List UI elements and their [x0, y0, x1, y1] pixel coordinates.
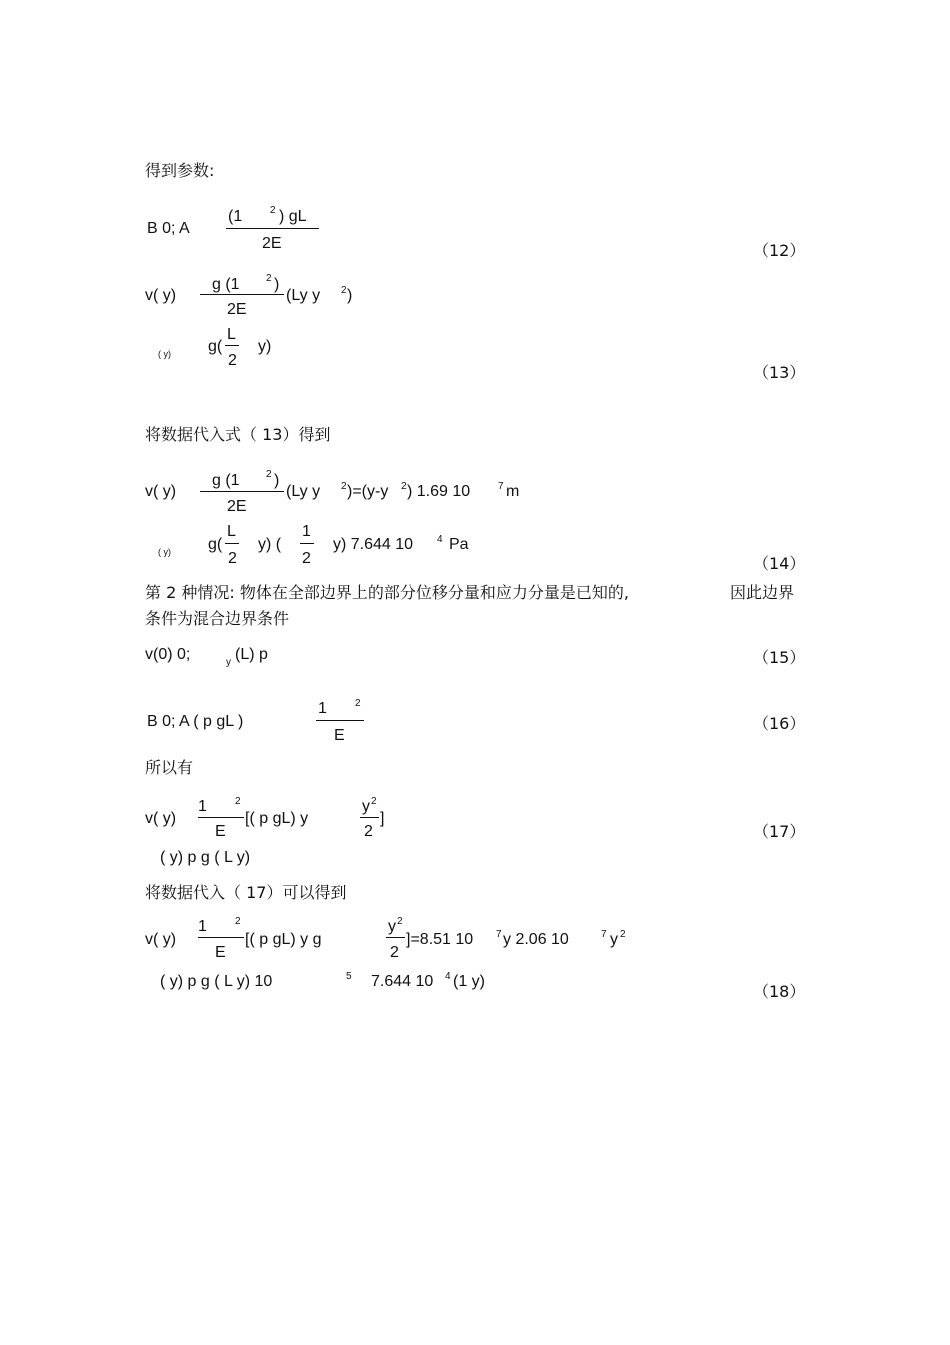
- eq14b-den1: 2: [228, 550, 237, 567]
- eq13a-rhs-sup: 2: [341, 285, 347, 296]
- eq18a-sup2: 7: [601, 929, 607, 940]
- eq12-num-sup: 2: [270, 205, 276, 216]
- eq17a-fraction-bar: [198, 817, 244, 818]
- eq-number-13: （13）: [753, 363, 806, 382]
- text-case2-line1: 第 2 种情况: 物体在全部边界上的部分位移分量和应力分量是已知的,: [145, 583, 629, 602]
- eq18a-den2: 2: [390, 944, 399, 961]
- eq18a-num-sup: 2: [235, 916, 241, 927]
- eq18a-den: E: [215, 944, 226, 961]
- eq14b-num1: L: [227, 523, 236, 540]
- eq13b-subscript: ( y): [158, 349, 171, 359]
- eq18a-num2: y: [388, 918, 396, 935]
- eq14b-subscript: ( y): [158, 547, 171, 557]
- eq14a-num-b: ): [274, 472, 280, 489]
- eq14b-fraction-bar-2: [300, 543, 314, 544]
- eq14a-num-sup: 2: [266, 469, 272, 480]
- eq13b-num: L: [227, 326, 236, 343]
- eq16-fraction-bar: [316, 720, 364, 721]
- eq17a-end: ]: [380, 810, 385, 827]
- eq13a-rhs: (Ly y: [286, 287, 321, 304]
- eq13a-den: 2E: [227, 301, 247, 318]
- eq13b-pre: g(: [208, 338, 223, 355]
- text-case2-line2: 条件为混合边界条件: [145, 609, 290, 628]
- eq13a-num-sup: 2: [266, 273, 272, 284]
- eq14b-post: y) 7.644 10: [333, 536, 414, 553]
- eq-number-12: （12）: [753, 241, 806, 260]
- eq13a-num-a: g (1: [212, 276, 240, 293]
- eq15-part-b: (L) p: [235, 646, 268, 663]
- eq14b-fraction-bar-1: [225, 543, 239, 544]
- eq12-lhs: B 0; A: [147, 220, 190, 237]
- text-substitute-13: 将数据代入式（ 13）得到: [145, 425, 331, 444]
- eq18a-rhs-b: y 2.06 10: [503, 931, 569, 948]
- eq18a-sup3: 2: [620, 929, 626, 940]
- eq13b-fraction-bar: [225, 345, 239, 346]
- eq18a-mid: [( p gL) y g: [245, 931, 322, 948]
- eq18a-rhs-c: y: [610, 931, 618, 948]
- eq13b-post: y): [258, 338, 272, 355]
- eq15-subscript: y: [226, 657, 231, 668]
- eq12-fraction-bar: [226, 228, 319, 229]
- eq18b-part-a: ( y) p g ( L y) 10: [160, 973, 273, 990]
- eq14a-rhs-d: m: [506, 483, 520, 500]
- eq14a-sup2: 2: [401, 481, 407, 492]
- eq13a-fraction-bar: [200, 294, 284, 295]
- eq17b-text: ( y) p g ( L y): [160, 849, 251, 866]
- eq14a-lhs: v( y): [145, 483, 177, 500]
- eq14b-unit: Pa: [449, 536, 469, 553]
- eq18a-lhs: v( y): [145, 931, 177, 948]
- text-so-have: 所以有: [145, 758, 194, 777]
- eq13b-den: 2: [228, 352, 237, 369]
- eq14a-rhs-a: (Ly y: [286, 483, 321, 500]
- eq14b-pre: g(: [208, 536, 223, 553]
- eq14b-num2: 1: [302, 523, 311, 540]
- eq13a-num-b: ): [274, 276, 280, 293]
- eq12-den: 2E: [262, 235, 282, 252]
- eq13a-rhs-end: ): [347, 287, 353, 304]
- eq14b-sup4: 4: [437, 534, 443, 545]
- eq17a-num2: y: [362, 798, 370, 815]
- eq14b-den2: 2: [302, 550, 311, 567]
- eq17a-fraction-bar-2: [360, 817, 379, 818]
- eq-number-16: （16）: [753, 714, 806, 733]
- eq14b-mid: y) (: [258, 536, 282, 553]
- eq16-lhs: B 0; A ( p gL ): [147, 713, 244, 730]
- eq18b-sup1: 5: [346, 971, 352, 982]
- eq17a-lhs: v( y): [145, 810, 177, 827]
- eq14a-num-a: g (1: [212, 472, 240, 489]
- eq18b-part-c: (1 y): [453, 973, 485, 990]
- eq14a-rhs-c: ) 1.69 10: [407, 483, 471, 500]
- eq18a-sup1: 7: [496, 929, 502, 940]
- eq15-part-a: v(0) 0;: [145, 646, 191, 663]
- eq-number-18: （18）: [753, 982, 806, 1001]
- eq18a-num: 1: [198, 918, 207, 935]
- eq14a-rhs-b: )=(y-y: [347, 483, 389, 500]
- eq18a-fraction-bar-2: [386, 937, 405, 938]
- eq17a-num: 1: [198, 798, 207, 815]
- eq16-num-sup: 2: [355, 698, 361, 709]
- eq18a-fraction-bar: [198, 937, 244, 938]
- eq13a-lhs: v( y): [145, 287, 177, 304]
- eq18a-rhs-a: ]=8.51 10: [406, 931, 474, 948]
- eq14a-sup3: 7: [498, 481, 504, 492]
- eq17a-mid: [( p gL) y: [245, 810, 309, 827]
- eq17a-num-sup: 2: [235, 796, 241, 807]
- eq17a-den: E: [215, 823, 226, 840]
- eq18b-sup2: 4: [445, 971, 451, 982]
- eq12-num-b: ) gL: [279, 208, 307, 225]
- text-get-params: 得到参数:: [145, 161, 215, 180]
- eq18b-part-b: 7.644 10: [371, 973, 434, 990]
- eq14a-sup1: 2: [341, 481, 347, 492]
- eq17a-den2: 2: [364, 823, 373, 840]
- text-substitute-17: 将数据代入（ 17）可以得到: [145, 883, 347, 902]
- eq17a-num2-sup: 2: [371, 796, 377, 807]
- eq-number-17: （17）: [753, 822, 806, 841]
- eq14a-fraction-bar: [200, 491, 284, 492]
- eq16-num: 1: [318, 700, 327, 717]
- eq18a-num2-sup: 2: [397, 916, 403, 927]
- eq-number-15: （15）: [753, 648, 806, 667]
- eq16-den: E: [334, 727, 345, 744]
- eq14a-den: 2E: [227, 498, 247, 515]
- eq12-num-a: (1: [228, 208, 243, 225]
- text-case2-line1-end: 因此边界: [730, 583, 795, 602]
- eq-number-14: （14）: [753, 554, 806, 573]
